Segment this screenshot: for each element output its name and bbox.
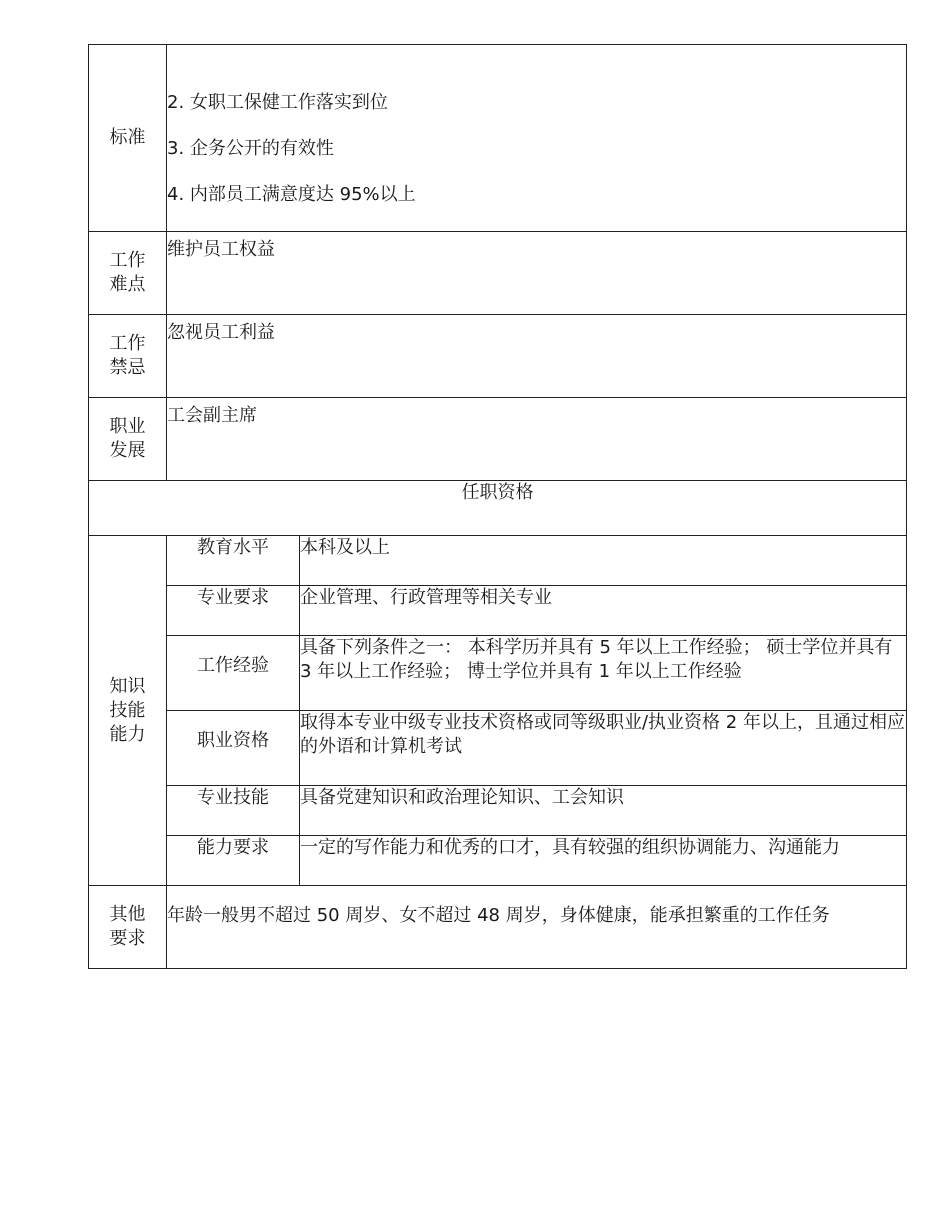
difficulty-label: 工作难点 (109, 250, 146, 295)
taboo-content-cell (167, 315, 907, 398)
major-value: 企业管理、行政管理等相关专业 (300, 586, 907, 636)
difficulty-row (89, 232, 907, 315)
experience-value: 具备下列条件之一： 本科学历并具有 5 年以上工作经验； 硕士学位并具有 3 年以上工作经验； 博士学位并具有 1 年以上工作经验 (300, 636, 907, 711)
skill-label: 专业技能 (167, 786, 300, 836)
major-label: 专业要求 (167, 586, 300, 636)
knowledge-skill-label: 知识技能能力 (109, 675, 146, 745)
job-description-table (88, 44, 907, 969)
qualification-row (89, 836, 907, 886)
other-label-cell (89, 886, 167, 969)
experience-label: 工作经验 (167, 636, 300, 711)
qualification-row (89, 786, 907, 836)
education-value: 本科及以上 (300, 536, 907, 586)
other-label: 其他要求 (109, 904, 146, 949)
qualification-title: 任职资格 (89, 481, 907, 536)
education-label: 教育水平 (167, 536, 300, 586)
difficulty-value: 维护员工权益 (167, 239, 275, 260)
qualification-row (89, 586, 907, 636)
skill-value: 具备党建知识和政治理论知识、工会知识 (300, 786, 907, 836)
other-row (89, 886, 907, 969)
standard-label-cell (89, 45, 167, 232)
qualification-title-row (89, 481, 907, 536)
career-content-cell (167, 398, 907, 481)
career-value: 工会副主席 (167, 405, 257, 426)
ability-label: 能力要求 (167, 836, 300, 886)
taboo-label-cell (89, 315, 167, 398)
standard-label: 标准 (109, 127, 146, 148)
taboo-label: 工作禁忌 (109, 333, 146, 378)
ability-value: 一定的写作能力和优秀的口才，具有较强的组织协调能力、沟通能力 (300, 836, 907, 886)
standard-item: 4. 内部员工满意度达 95%以上 (167, 184, 416, 205)
taboo-row (89, 315, 907, 398)
standard-item: 2. 女职工保健工作落实到位 (167, 92, 388, 113)
knowledge-skill-label-cell (89, 536, 167, 886)
career-label-cell (89, 398, 167, 481)
standard-list (167, 45, 906, 229)
standard-item: 3. 企务公开的有效性 (167, 138, 334, 159)
career-label: 职业发展 (109, 416, 146, 461)
other-content-cell (167, 886, 907, 969)
taboo-value: 忽视员工利益 (167, 322, 275, 343)
difficulty-content-cell (167, 232, 907, 315)
certification-value: 取得本专业中级专业技术资格或同等级职业/执业资格 2 年以上，且通过相应的外语和计算机考试 (300, 711, 907, 786)
career-row (89, 398, 907, 481)
standard-content-cell (167, 45, 907, 232)
qualification-row (89, 636, 907, 711)
other-value: 年龄一般男不超过 50 周岁、女不超过 48 周岁，身体健康，能承担繁重的工作任务 (167, 905, 830, 926)
difficulty-label-cell (89, 232, 167, 315)
standard-row (89, 45, 907, 232)
certification-label: 职业资格 (167, 711, 300, 786)
qualification-row (89, 536, 907, 586)
qualification-row (89, 711, 907, 786)
